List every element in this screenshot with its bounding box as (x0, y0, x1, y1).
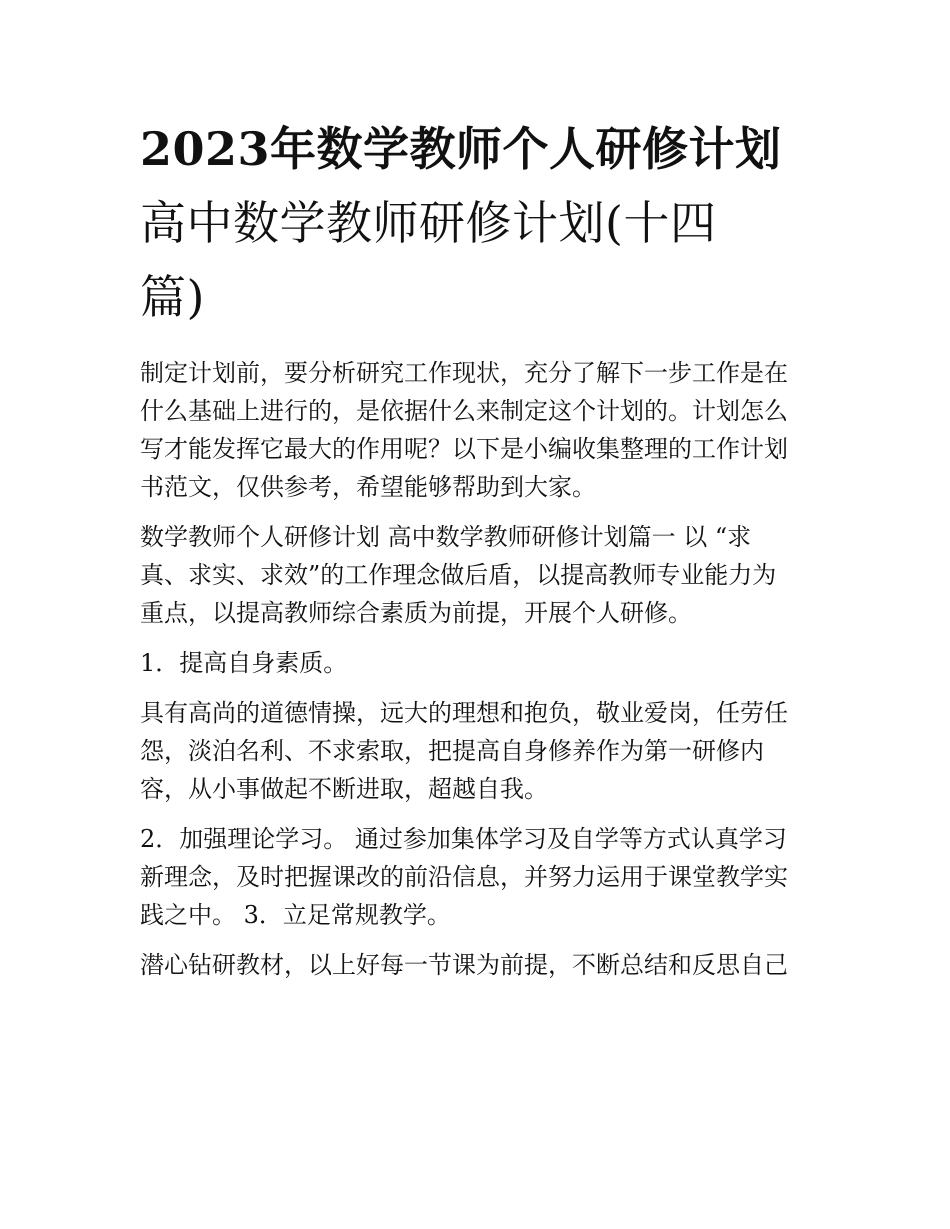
paragraph-item-3-body (140, 946, 812, 984)
paragraph-item-1-heading (140, 644, 812, 682)
paragraph-item-2 (140, 820, 812, 934)
text-line: 2．加强理论学习。 通过参加集体学习及自学等方式认真学习 (140, 825, 787, 853)
paragraph-item-1-body (140, 694, 812, 808)
text-line: 怨，淡泊名利、不求索取，把提高自身修养作为第一研修内 (140, 737, 764, 765)
text-line: 1．提高自身素质。 (140, 649, 348, 677)
text-line: 潜心钻研教材，以上好每一节课为前提，不断总结和反思自己 (140, 951, 788, 979)
text-line: 书范文，仅供参考，希望能够帮助到大家。 (140, 473, 596, 501)
title-line-2: 高中数学教师研修计划(十四 (140, 196, 717, 250)
text-line: 数学教师个人研修计划 高中数学教师研修计划篇一 以 “求 (140, 523, 752, 551)
text-line: 制定计划前，要分析研究工作现状，充分了解下一步工作是在 (140, 359, 788, 387)
paragraph-intro (140, 354, 812, 506)
paragraph-section-one (140, 518, 812, 632)
title-line-1: 2023年数学教师个人研修计划 (140, 122, 782, 176)
text-line: 写才能发挥它最大的作用呢？以下是小编收集整理的工作计划 (140, 435, 788, 463)
text-line: 什么基础上进行的，是依据什么来制定这个计划的。计划怎么 (140, 397, 788, 425)
text-line: 容，从小事做起不断进取，超越自我。 (140, 775, 548, 803)
document-title (140, 112, 812, 334)
document-page (140, 112, 812, 984)
text-line: 践之中。 3．立足常规教学。 (140, 901, 451, 929)
text-line: 具有高尚的道德情操，远大的理想和抱负，敬业爱岗，任劳任 (140, 699, 788, 727)
text-line: 重点，以提高教师综合素质为前提，开展个人研修。 (140, 599, 692, 627)
title-line-3: 篇) (140, 270, 205, 324)
text-line: 新理念，及时把握课改的前沿信息，并努力运用于课堂教学实 (140, 863, 788, 891)
text-line: 真、求实、求效”的工作理念做后盾，以提高教师专业能力为 (140, 561, 777, 589)
